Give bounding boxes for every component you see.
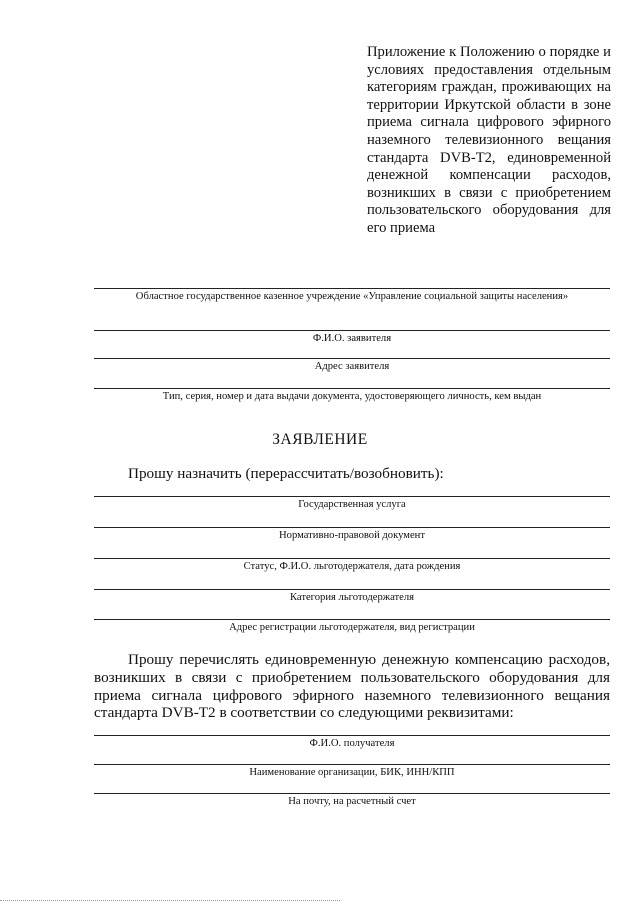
fill-line[interactable] — [94, 527, 610, 528]
field-caption: Статус, Ф.И.О. льготодержателя, дата рождения — [243, 561, 461, 572]
field-institution — [94, 288, 610, 304]
field-identity-document — [94, 388, 610, 404]
field-applicant-name — [94, 330, 610, 346]
field-caption: Тип, серия, номер и дата выдачи документа, удостоверяющего личность, кем выдан — [162, 391, 542, 402]
fill-line[interactable] — [94, 330, 610, 331]
appendix-note: Приложение к Положению о порядке и условиях предоставления отдельным категориям граждан, проживающих на территории Иркутской области в зоне приема сигнала цифрового эфирного наземного телевизионного вещания стандарта DVB-T2, единовременной денежной компенсации расходов, возникших в связи с приобретением пользовательского оборудования для его приема — [367, 44, 611, 236]
document-title: ЗАЯВЛЕНИЕ — [272, 431, 368, 448]
fill-line[interactable] — [94, 589, 610, 590]
field-beneficiary-registration — [94, 619, 610, 635]
field-caption: Категория льготодержателя — [289, 592, 414, 603]
fill-line[interactable] — [94, 619, 610, 620]
scan-edge-line — [0, 900, 340, 901]
field-payment-method — [94, 793, 610, 809]
field-caption: Нормативно-правовой документ — [279, 530, 425, 541]
field-recipient-name — [94, 735, 610, 751]
request-transfer-text: Прошу перечислять единовременную денежную компенсацию расходов, возникших в связи с приобретением пользовательского оборудования для приема сигнала цифрового эфирного наземного телевизионного вещания стандарта DVB-T2 в соответствии со следующими реквизитами: — [94, 651, 610, 722]
field-caption: Ф.И.О. заявителя — [312, 333, 392, 344]
field-state-service — [94, 496, 610, 512]
fill-line[interactable] — [94, 735, 610, 736]
fill-line[interactable] — [94, 388, 610, 389]
fill-line[interactable] — [94, 496, 610, 497]
field-caption: Ф.И.О. получателя — [309, 738, 395, 749]
fill-line[interactable] — [94, 793, 610, 794]
field-caption: Наименование организации, БИК, ИНН/КПП — [249, 767, 455, 778]
fill-line[interactable] — [94, 358, 610, 359]
field-caption: Адрес регистрации льготодержателя, вид регистрации — [229, 622, 475, 633]
field-caption: Государственная услуга — [298, 499, 406, 510]
field-caption: На почту, на расчетный счет — [288, 796, 416, 807]
field-beneficiary-category — [94, 589, 610, 605]
field-caption: Областное государственное казенное учреждение «Управление социальной защиты населения» — [135, 291, 569, 302]
field-applicant-address — [94, 358, 610, 374]
request-assign-text: Прошу назначить (перерассчитать/возобновить): — [128, 465, 444, 482]
fill-line[interactable] — [94, 288, 610, 289]
field-caption: Адрес заявителя — [314, 361, 390, 372]
fill-line[interactable] — [94, 558, 610, 559]
field-beneficiary-status — [94, 558, 610, 574]
field-bank-details — [94, 764, 610, 780]
field-legal-document — [94, 527, 610, 543]
fill-line[interactable] — [94, 764, 610, 765]
